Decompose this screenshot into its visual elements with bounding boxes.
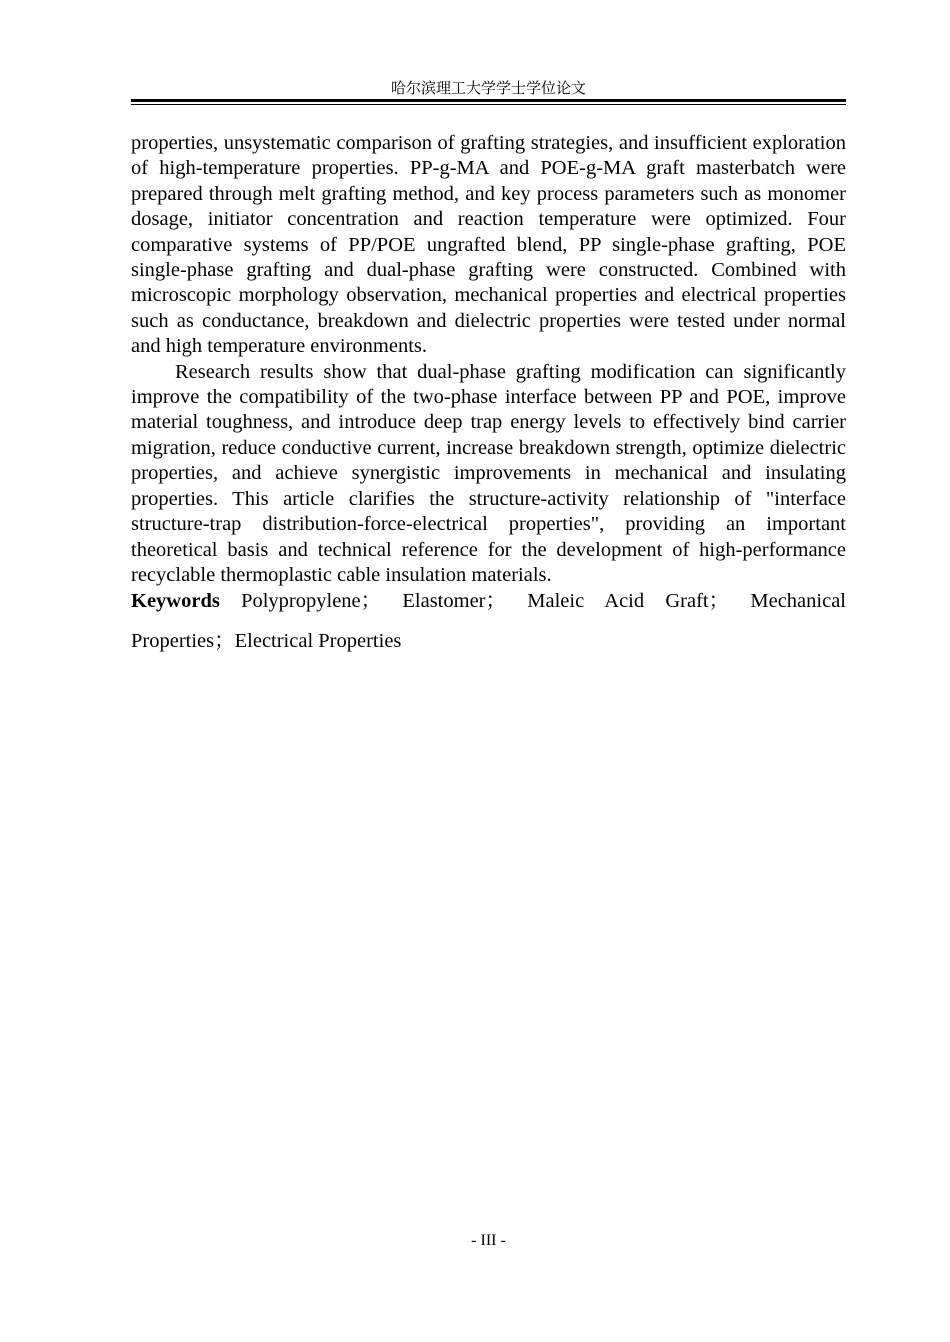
page-number: - III - [471, 1232, 506, 1249]
abstract-paragraph-1: properties, unsystematic comparison of grafting strategies, and insufficient exploration of high-temperature properties. PP-g-MA and POE-g-MA graft masterbatch were prepared through melt grafting method, and key process parameters such as monomer dosage, initiator concentration and reaction temperature were optimized. Four comparative systems of PP/POE ungrafted blend, PP single-phase grafting, POE single-phase grafting and dual-phase grafting were constructed. Combined with microscopic morphology observation, mechanical properties and electrical properties such as conductance, breakdown and dielectric properties were tested under normal and high temperature environments. [131, 132, 846, 358]
keywords-label: Keywords [131, 590, 220, 613]
abstract-paragraph-2: Research results show that dual-phase grafting modification can significantly improve the compatibility of the two-phase interface between PP and POE, improve material toughness, and introduce deep trap energy levels to effectively bind carrier migration, reduce conductive current, increase breakdown strength, optimize dielectric properties, and achieve synergistic improvements in mechanical and insulating properties. This article clarifies the structure-activity relationship of "interface structure-trap distribution-force-electrical properties", providing an important theoretical basis and technical reference for the development of high-performance recyclable thermoplastic cable insulation materials. [131, 360, 846, 586]
keywords-line-continuation: Properties；Electrical Properties [131, 629, 402, 652]
header-rule-thick [131, 99, 846, 102]
abstract-body [131, 131, 846, 654]
page-header-title: 哈尔滨理工大学学士学位论文 [390, 79, 586, 97]
header-rule-thin [131, 104, 846, 105]
keywords-list-part-1: Polypropylene； Elastomer； Maleic Acid Graft； Mechanical [241, 590, 846, 613]
keywords-line [131, 589, 846, 614]
